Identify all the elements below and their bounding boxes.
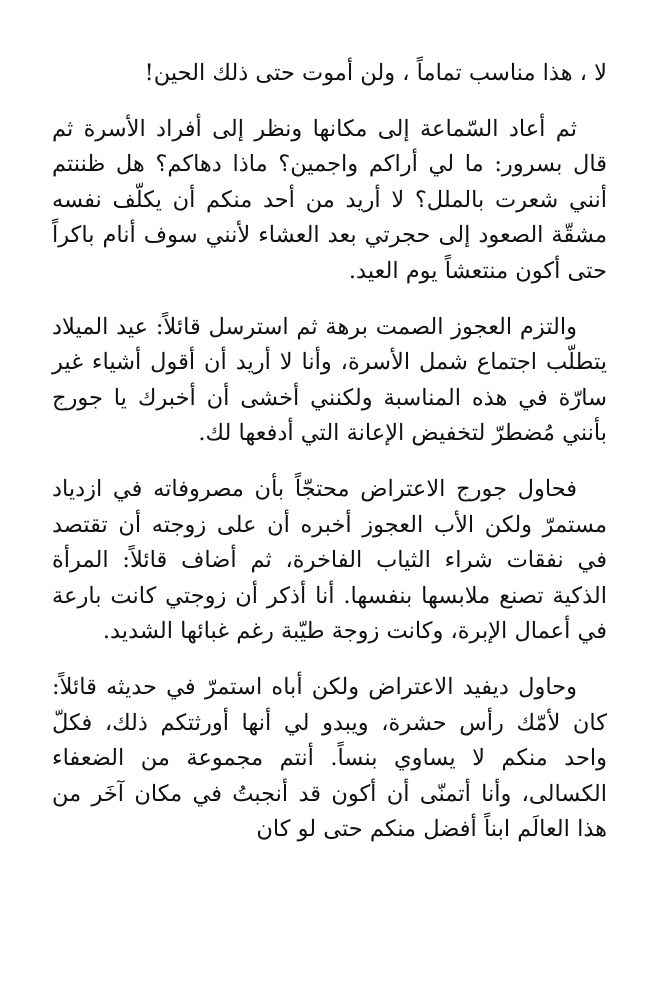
paragraph-5: وحاول ديفيد الاعتراض ولكن أباه استمرّ في حديثه قائلاً: كان لأمّك رأس حشرة، ويبدو لي أنها أورثتكم ذلك، فكلّ واحد منكم لا يساوي بنساً. أنتم مجموعة من الضعفاء الكسالى، وأنا أتمنّى أن أكون قد أنجبتُ في مكان آخَر من هذا العالَم ابناً أفضل منكم حتى لو كان: [52, 673, 607, 843]
paragraph-3: والتزم العجوز الصمت برهة ثم استرسل قائلاً: عيد الميلاد يتطلّب اجتماع شمل الأسرة، وأنا لا أريد أن أقول أشياء غير سارّة في هذه المناسبة ولكنني أخشى أن أخبرك يا جورج بأنني مُضطرّ لتخفيض الإعانة التي أدفعها لك.: [52, 313, 607, 447]
paragraph-2: ثم أعاد السّماعة إلى مكانها ونظر إلى أفراد الأسرة ثم قال بسرور: ما لي أراكم واجمين؟ ماذا دهاكم؟ هل ظننتم أنني شعرت بالملل؟ لا أريد من أحد منكم أن يكلّف نفسه مشقّة الصعود إلى حجرتي بعد العشاء لأنني سوف أنام باكراً حتى أكون منتعشاً يوم العيد.: [52, 115, 607, 284]
paragraph-1: لا ، هذا مناسب تماماً ، ولن أموت حتى ذلك الحين!: [144, 60, 607, 86]
paragraph-4: فحاول جورج الاعتراض محتجّاً بأن مصروفاته في ازدياد مستمرّ ولكن الأب العجوز أخبره أن على زوجته أن تقتصد في نفقات شراء الثياب الفاخرة، ثم أضاف قائلاً: المرأة الذكية تصنع ملابسها بنفسها. أنا أذكر أن زوجتي كانت بارعة في أعمال الإبرة، وكانت زوجة طيّبة رغم غبائها الشديد.: [52, 475, 607, 645]
